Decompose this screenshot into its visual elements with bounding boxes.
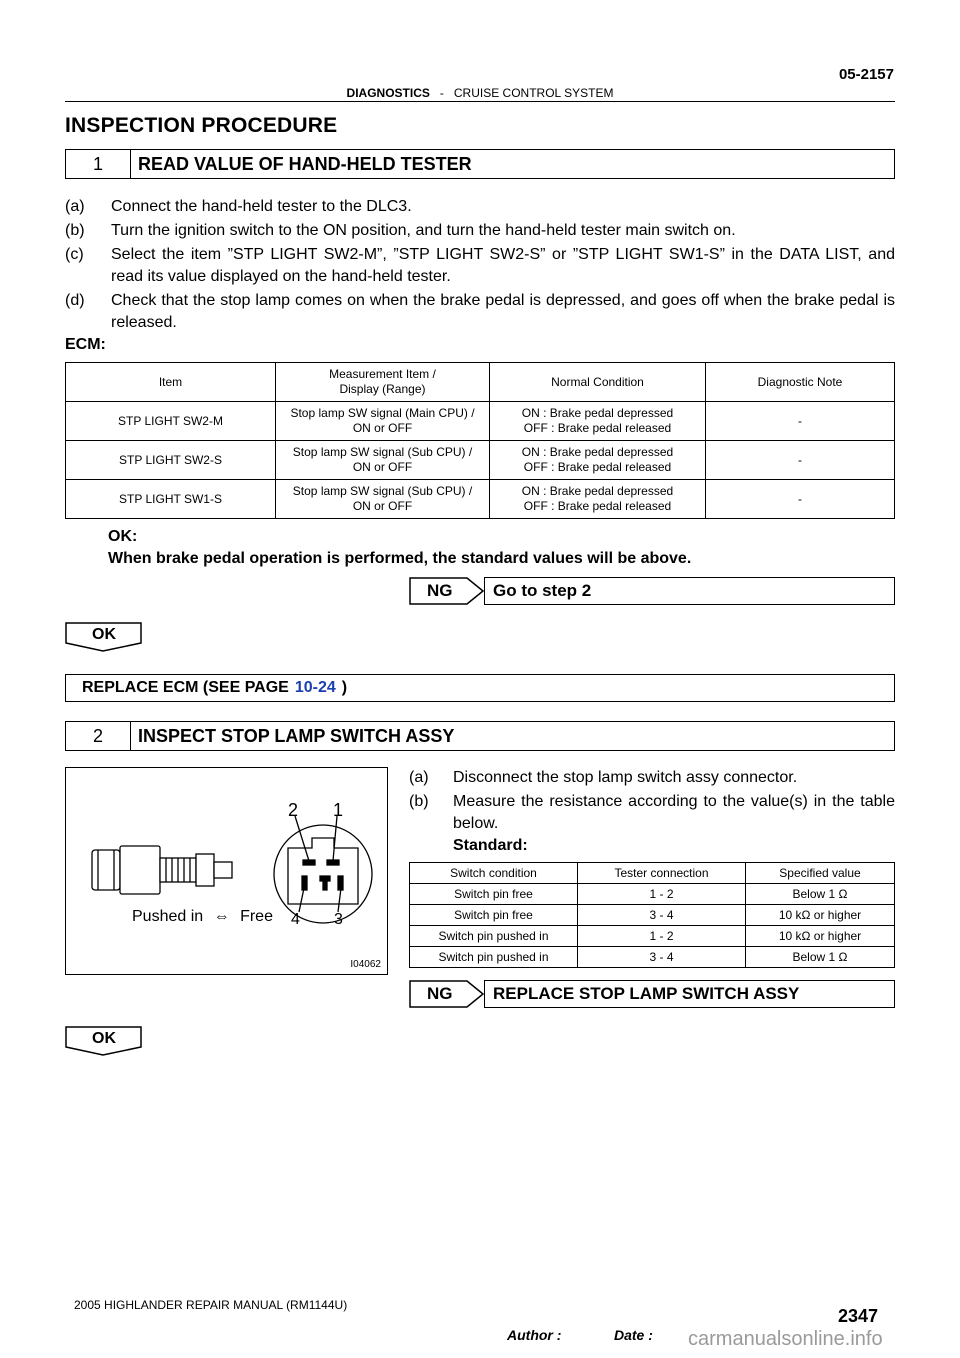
step-1-title: READ VALUE OF HAND-HELD TESTER [138,153,472,174]
standard-label: Standard: [453,837,528,854]
ng-branch-2 [409,980,895,1008]
step-2-item-a [409,767,895,789]
table-row [410,947,895,968]
step-1-item-d [65,290,895,334]
item-label: (b) [65,222,85,239]
cell-value: 10 kΩ or higher [746,926,895,947]
meas-line2: ON or OFF [352,421,413,435]
pin-4-label: 4 [291,911,300,928]
col-switch-condition: Switch condition [410,863,578,884]
cell-connection: 1 - 2 [578,884,746,905]
col-tester-connection: Tester connection [578,863,746,884]
item-label: (d) [65,292,85,309]
pushed-free-caption [132,908,273,926]
cell-note: - [706,441,895,480]
cell-condition: Switch pin free [410,905,578,926]
manual-footer: 2005 HIGHLANDER REPAIR MANUAL (RM1144U) [74,1298,348,1312]
ok-tag-2 [65,1026,143,1056]
step-1-item-a [65,196,895,218]
ok-label: OK: [108,528,138,545]
header-rule [65,101,895,102]
meas-line1: Stop lamp SW signal (Sub CPU) / [292,445,473,459]
norm-line1: ON : Brake pedal depressed [521,445,674,459]
page-code: 05-2157 [838,66,894,83]
cell-normal [490,441,706,480]
resistance-spec-table [409,862,895,968]
cell-value: Below 1 Ω [746,947,895,968]
norm-line1: ON : Brake pedal depressed [521,484,674,498]
figure-code: I04062 [350,959,381,970]
cell-condition: Switch pin free [410,884,578,905]
item-label: (a) [65,198,85,215]
table-row [66,441,895,480]
ok-tag-label: OK [92,626,116,643]
step-2-title: INSPECT STOP LAMP SWITCH ASSY [138,725,455,746]
ng-action: Go to step 2 [484,577,895,605]
step-1-item-c [65,244,895,288]
pushed-in-label: Pushed in [132,908,204,925]
table-row [66,480,895,519]
cell-normal [490,480,706,519]
pin-3-label: 3 [334,911,343,928]
ok-condition: When brake pedal operation is performed, the standard values will be above. [108,550,692,567]
ng-branch-1 [409,577,895,605]
step-2-number: 2 [66,722,131,750]
cell-value: Below 1 Ω [746,884,895,905]
cell-value: 10 kΩ or higher [746,905,895,926]
cell-condition: Switch pin pushed in [410,926,578,947]
item-text: Turn the ignition switch to the ON position, and turn the hand-held tester main switch on. [111,222,736,239]
replace-ecm-bar [65,674,895,702]
item-text: Disconnect the stop lamp switch assy connector. [453,769,798,786]
cell-connection: 3 - 4 [578,905,746,926]
cell-item: STP LIGHT SW2-S [66,441,276,480]
col-item: Item [66,363,276,402]
item-text: Check that the stop lamp comes on when the brake pedal is depressed, and goes off when the brake pedal is released. [111,292,895,331]
cell-note: - [706,480,895,519]
item-text: Connect the hand-held tester to the DLC3. [111,198,412,215]
stop-lamp-switch-figure [65,767,388,975]
item-text: Select the item ”STP LIGHT SW2-M”, ”STP LIGHT SW2-S” or ”STP LIGHT SW1-S” in the DATA LIST, and read its value displayed on the hand-held tester. [111,246,895,285]
page-title: INSPECTION PROCEDURE [65,114,338,137]
meas-line1: Stop lamp SW signal (Sub CPU) / [292,484,473,498]
free-label: Free [240,908,273,925]
page-link[interactable]: 10-24 [294,679,336,696]
double-arrow-icon: ⇔ [213,908,230,925]
ecm-label: ECM: [65,336,106,353]
norm-line2: OFF : Brake pedal released [523,499,672,513]
cell-item: STP LIGHT SW2-M [66,402,276,441]
pin-2-label: 2 [288,800,299,820]
table-row [410,905,895,926]
cell-note: - [706,402,895,441]
table-row [410,884,895,905]
ng-label: NG [427,581,453,600]
section-header [0,86,960,100]
table-header-row [66,363,895,402]
header-separator: - [439,86,444,100]
replace-suffix: ) [341,679,348,696]
replace-prefix: REPLACE ECM (SEE PAGE [82,679,289,696]
norm-line2: OFF : Brake pedal released [523,421,672,435]
cell-measurement [276,480,490,519]
date-label: Date : [614,1327,653,1343]
connector-face-drawing [274,816,372,923]
ok-tag-label: OK [92,1030,116,1047]
item-text: Measure the resistance according to the value(s) in the table below. [453,793,895,832]
switch-body-drawing [92,846,232,894]
col-measurement [276,363,490,402]
table-header-row [410,863,895,884]
author-label: Author : [507,1327,562,1343]
cell-item: STP LIGHT SW1-S [66,480,276,519]
step-2-box [65,721,895,751]
ng-action: REPLACE STOP LAMP SWITCH ASSY [484,980,895,1008]
norm-line2: OFF : Brake pedal released [523,460,672,474]
item-label: (a) [409,769,429,786]
section-name: DIAGNOSTICS [346,86,430,100]
col-specified-value: Specified value [746,863,895,884]
cell-connection: 1 - 2 [578,926,746,947]
ecm-data-table [65,362,895,519]
item-label: (c) [65,246,84,263]
step-1-item-b [65,220,895,242]
ok-tag-1 [65,622,143,652]
watermark: carmanualsonline.info [688,1328,883,1350]
cell-condition: Switch pin pushed in [410,947,578,968]
col-diagnostic-note: Diagnostic Note [706,363,895,402]
step-1-number: 1 [66,150,131,178]
page-number: 2347 [838,1306,879,1326]
cell-measurement [276,441,490,480]
step-1-box [65,149,895,179]
table-row [66,402,895,441]
norm-line1: ON : Brake pedal depressed [521,406,674,420]
meas-line2: ON or OFF [352,460,413,474]
switch-illustration [66,768,386,973]
pin-1-label: 1 [333,800,344,820]
subsection-name: CRUISE CONTROL SYSTEM [453,86,614,100]
cell-normal [490,402,706,441]
col-measurement-line2: Display (Range) [339,382,426,396]
col-normal-condition: Normal Condition [490,363,706,402]
ng-label: NG [427,984,453,1003]
cell-measurement [276,402,490,441]
col-measurement-line1: Measurement Item / [329,367,436,381]
item-label: (b) [409,793,429,810]
table-row [410,926,895,947]
cell-connection: 3 - 4 [578,947,746,968]
step-2-item-b [409,791,895,835]
meas-line1: Stop lamp SW signal (Main CPU) / [290,406,475,420]
meas-line2: ON or OFF [352,499,413,513]
